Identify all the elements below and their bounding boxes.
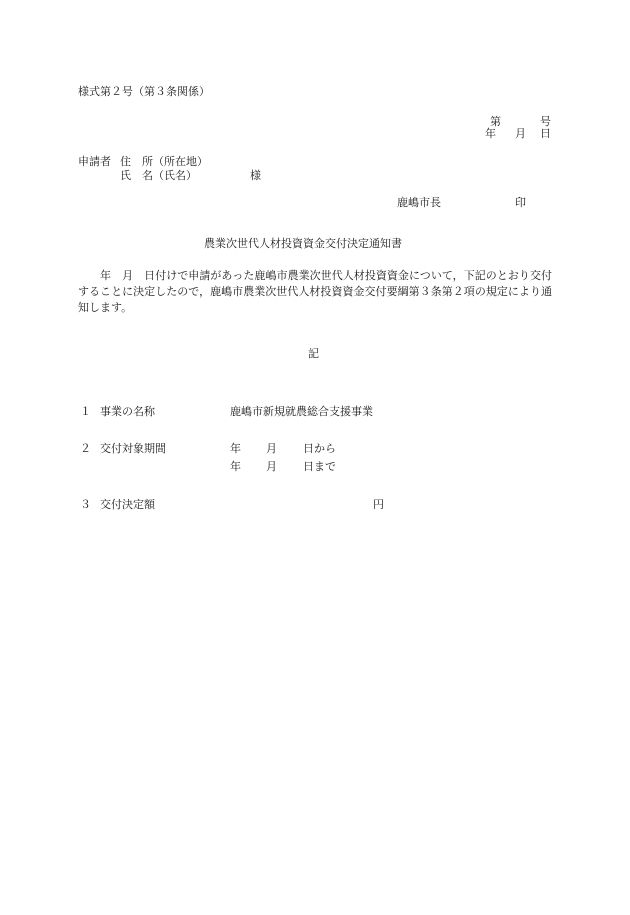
form-label: 様式第２号（第３条関係） <box>78 85 210 98</box>
applicant-name-label: 氏 名（氏名） <box>120 169 197 182</box>
period-from-day: 日から <box>303 442 336 455</box>
doc-title: 農業次世代人材投資資金交付決定通知書 <box>204 237 402 250</box>
body-paragraph: 年 月 日付けで申請があった鹿嶋市農業次世代人材投資資金について，下記のとおり交付することに決定したので，鹿嶋市農業次世代人材投資資金交付要綱第３条第２項の規定により通知します。 <box>78 269 552 314</box>
doc-number-prefix: 第 <box>490 115 501 128</box>
period-to-month: 月 <box>266 460 277 473</box>
item-3-unit: 円 <box>373 498 384 511</box>
applicant-title: 申請者 <box>78 155 111 168</box>
period-from-year: 年 <box>230 442 241 455</box>
doc-date-day: 日 <box>540 127 551 140</box>
doc-date-month: 月 <box>515 127 526 140</box>
item-2-number: ２ <box>80 442 91 455</box>
item-3-label: 交付決定額 <box>100 498 155 511</box>
period-to-year: 年 <box>230 460 241 473</box>
seal-mark: 印 <box>515 196 526 209</box>
issuer-name: 鹿嶋市長 <box>397 196 441 209</box>
doc-number-suffix: 号 <box>540 115 551 128</box>
item-3-number: ３ <box>80 498 91 511</box>
applicant-address-label: 住 所（所在地） <box>120 155 208 168</box>
item-1-label: 事業の名称 <box>100 405 155 418</box>
doc-date-year: 年 <box>485 127 496 140</box>
period-from-month: 月 <box>266 442 277 455</box>
ki-heading: 記 <box>308 347 319 360</box>
applicant-honorific: 様 <box>250 169 261 182</box>
item-1-value: 鹿嶋市新規就農総合支援事業 <box>230 405 373 418</box>
item-2-label: 交付対象期間 <box>100 442 166 455</box>
item-1-number: １ <box>80 405 91 418</box>
period-to-day: 日まで <box>303 460 336 473</box>
